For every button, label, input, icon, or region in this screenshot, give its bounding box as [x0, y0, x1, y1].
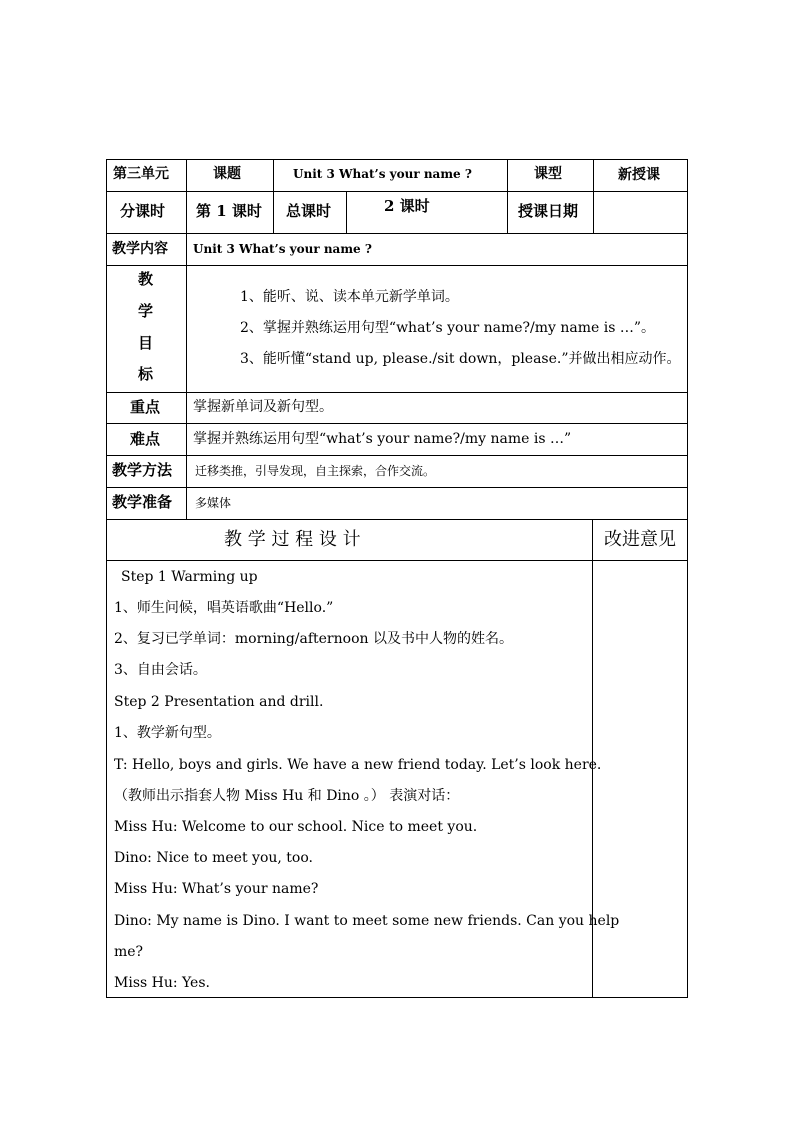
process-line: 2、复习已学单词：morning/afternoon 以及书中人物的姓名。: [114, 631, 513, 647]
period-value: 第 1 课时: [196, 202, 262, 220]
process-line: Step 1 Warming up: [121, 569, 258, 585]
preparation-label: 教学准备: [112, 493, 173, 511]
table-border-top: [106, 159, 688, 160]
key-points-value: 掌握新单词及新句型。: [193, 399, 333, 415]
row-divider: [106, 233, 688, 234]
row-divider: [106, 423, 688, 424]
goals-label-char: 教: [138, 270, 154, 288]
method-label: 教学方法: [112, 461, 173, 479]
content-value: Unit 3 What’s your name ?: [193, 242, 372, 256]
total-periods-value: 2 课时: [384, 197, 430, 215]
col-divider: [273, 159, 274, 233]
goals-label-char: 学: [138, 302, 154, 320]
goal-item: 2、掌握并熟练运用句型“what’s your name?/my name is …”。: [240, 320, 656, 336]
difficulties-value: 掌握并熟练运用句型“what’s your name?/my name is …”: [193, 431, 572, 447]
preparation-value: 多媒体: [195, 496, 232, 510]
process-line: Dino: Nice to meet you, too.: [114, 850, 313, 866]
process-line: 3、自由会话。: [114, 662, 207, 678]
row-divider: [106, 392, 688, 393]
goal-item: 1、能听、说、读本单元新学单词。: [240, 289, 459, 305]
content-label: 教学内容: [112, 241, 168, 257]
process-title: 教 学 过 程 设 计: [224, 529, 361, 550]
row-divider: [106, 487, 688, 488]
col-divider: [507, 159, 508, 233]
process-line: （教师出示指套人物 Miss Hu 和 Dino 。） 表演对话：: [114, 788, 460, 804]
total-periods-label: 总课时: [286, 202, 332, 220]
process-line: Miss Hu: Yes.: [114, 975, 210, 991]
process-line: Miss Hu: Welcome to our school. Nice to meet you.: [114, 819, 478, 835]
process-line: me?: [114, 944, 144, 960]
process-line: 1、师生问候，唱英语歌曲“Hello.”: [114, 600, 334, 616]
difficulties-label: 难点: [130, 430, 161, 448]
col-divider: [186, 159, 187, 519]
key-points-label: 重点: [130, 398, 161, 416]
topic-value: Unit 3 What’s your name ?: [293, 167, 472, 181]
goals-label-char: 目: [138, 334, 154, 352]
process-line: Dino: My name is Dino. I want to meet some new friends. Can you help: [114, 913, 620, 929]
lesson-type-value: 新授课: [618, 167, 660, 183]
row-divider: [106, 191, 688, 192]
row-divider: [106, 455, 688, 456]
row-divider: [106, 560, 688, 561]
row-divider: [106, 519, 688, 520]
improvement-notes-title: 改进意见: [604, 529, 676, 550]
process-line: T: Hello, boys and girls. We have a new friend today. Let’s look here.: [114, 757, 602, 773]
unit-cell: 第三单元: [113, 166, 169, 182]
process-line: Step 2 Presentation and drill.: [114, 694, 324, 710]
teaching-date-label: 授课日期: [518, 202, 579, 220]
process-line: 1、教学新句型。: [114, 725, 221, 741]
goal-item: 3、能听懂“stand up, please./sit down，please.”并做出相应动作。: [240, 351, 681, 367]
topic-label: 课题: [213, 166, 241, 182]
method-value: 迁移类推，引导发现，自主探索，合作交流。: [195, 464, 436, 478]
col-divider: [346, 191, 347, 233]
row-divider: [106, 265, 688, 266]
lesson-type-label: 课型: [534, 166, 562, 182]
process-line: Miss Hu: What’s your name?: [114, 881, 319, 897]
goals-label-char: 标: [138, 365, 154, 383]
table-border-bottom: [106, 997, 688, 998]
col-divider: [593, 159, 594, 233]
table-border-left: [106, 159, 107, 998]
table-border-right: [687, 159, 688, 998]
period-label: 分课时: [120, 202, 166, 220]
